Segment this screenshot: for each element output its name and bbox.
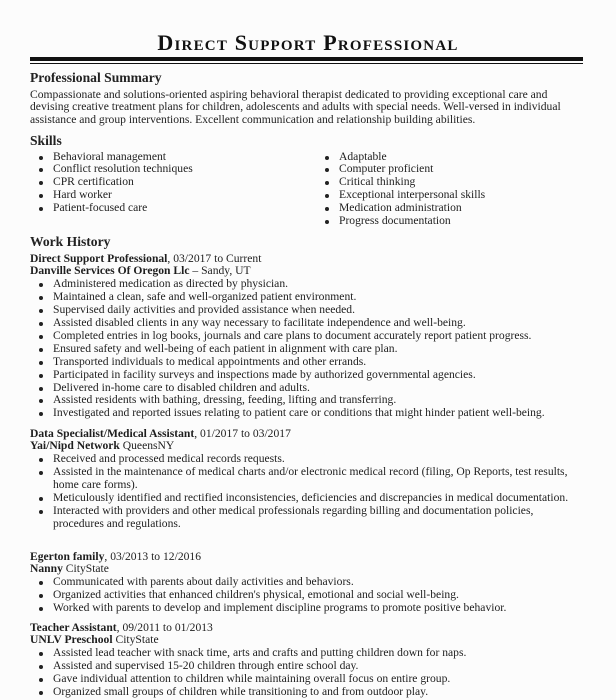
job-dates: , 09/2011 to 01/2013 [116,620,213,634]
job-title: Teacher Assistant [30,620,117,634]
job-bullet: Received and processed medical records requests. [53,453,586,466]
job-bullet: Assisted and supervised 15-20 children through entire school day. [53,660,586,673]
job-title-line [30,551,586,564]
job-bullets [30,453,586,530]
job-dates: , 03/2013 to 12/2016 [104,549,202,563]
job-location: CityState [112,633,159,647]
job-location: QueensNY [119,439,175,453]
job-bullet: Supervised daily activities and provided assistance when needed. [53,304,586,317]
job-bullet: Assisted disabled clients in any way necessary to facilitate independence and well-being. [53,317,586,330]
skill-item: Conflict resolution techniques [53,163,300,176]
job-bullet: Maintained a clean, safe and well-organized patient environment. [53,291,586,304]
resume-title: Direct Support Professional [157,30,459,55]
job-bullet: Administered medication as directed by physician. [53,278,586,291]
skill-item: Behavioral management [53,151,300,164]
skill-item: Hard worker [53,189,300,202]
job-company: UNLV Preschool [30,633,113,647]
job-bullets [30,278,586,420]
job-bullet: Organized activities that enhanced children's physical, emotional and social well-being. [53,589,586,602]
job-bullet: Assisted in the maintenance of medical charts and/or electronic medical record (filing, Op Reports, test results, home care forms). [53,466,586,492]
skills-list [30,151,586,228]
skill-item: Critical thinking [339,176,586,189]
job-bullet: Interacted with providers and other medical professionals regarding billing and documentation policies, procedures and regulations. [53,505,586,531]
job-bullet: Gave individual attention to children while maintaining overall focus on entire group. [53,673,586,686]
job-bullet: Investigated and reported issues relating to patient care or conditions that might hinder patient well-being. [53,407,586,420]
skills-heading: Skills [30,133,62,148]
job-bullet: Delivered in-home care to disabled children and adults. [53,382,586,395]
summary-heading: Professional Summary [30,70,162,85]
header-rule-thin [30,63,583,65]
work-history-heading: Work History [30,234,111,249]
job-bullet: Participated in facility surveys and inspections made by authorized governmental agencies. [53,369,586,382]
job-title: Data Specialist/Medical Assistant [30,426,195,440]
skills-right-column [316,151,586,228]
skill-item: CPR certification [53,176,300,189]
skills-left-column [30,151,300,228]
job-location: CityState [62,562,109,576]
skill-item: Medication administration [339,202,586,215]
job-bullet: Meticulously identified and rectified inconsistencies, deficiencies and discrepancies in medical documentation. [53,492,586,505]
job-dates: , 01/2017 to 03/2017 [194,426,291,440]
job-bullet: Transported individuals to medical appointments and other errands. [53,356,586,369]
job-company: Yai/Nipd Network [30,439,120,453]
job-bullets [30,647,586,699]
job-bullet: Worked with parents to develop and implement discipline programs to promote positive behavior. [53,602,586,615]
job-bullet: Communicated with parents about daily activities and behaviors. [53,576,586,589]
job-bullet: Organized small groups of children while transitioning to and from outdoor play. [53,686,586,699]
job-bullet: Assisted residents with bathing, dressing, feeding, lifting and transferring. [53,394,586,407]
job-title: Egerton family [30,549,105,563]
job-company: Nanny [30,562,63,576]
job-entry [30,428,586,531]
job-dates: , 03/2017 to Current [167,251,262,265]
job-entry [30,253,586,421]
job-company: Danville Services Of Oregon Llc [30,264,190,278]
job-bullet: Completed entries in log books, journals and care plans to document accurately report patient progress. [53,330,586,343]
job-entry [30,551,586,616]
skill-item: Exceptional interpersonal skills [339,189,586,202]
job-bullet: Ensured safety and well-being of each patient in alignment with care plan. [53,343,586,356]
job-bullet: Assisted lead teacher with snack time, arts and crafts and putting children down for naps. [53,647,586,660]
skill-item: Computer proficient [339,163,586,176]
skill-item: Progress documentation [339,215,586,228]
job-title: Direct Support Professional [30,251,168,265]
job-entry [30,622,586,699]
skill-item: Patient-focused care [53,202,300,215]
job-location: – Sandy, UT [189,264,251,278]
skill-item: Adaptable [339,151,586,164]
header-rule-thick [30,57,583,61]
job-bullets [30,576,586,615]
summary-text: Compassionate and solutions-oriented aspiring behavioral therapist dedicated to providing exceptional care and devising creative treatment plans for children, adolescents and adults with special needs. Well-versed in individual assistance and group interventions. Excellent communication and relationship building abilities. [30,87,561,127]
